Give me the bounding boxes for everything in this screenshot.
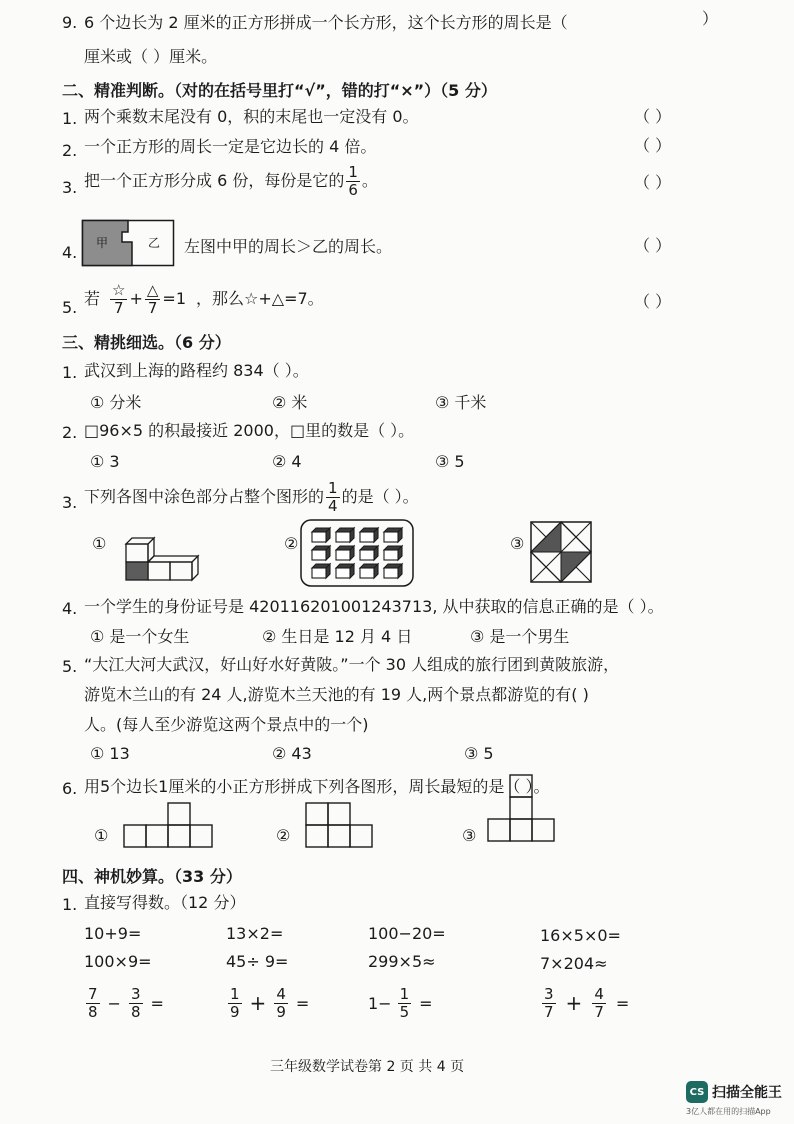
s3-q5-line2: 游览木兰山的有 24 人,游览木兰天池的有 19 人,两个景点都游览的有( ) [84, 685, 589, 704]
s2-item1-number: 1. [62, 109, 78, 128]
grid-cube-front [384, 550, 398, 560]
s3-q4-text: 一个学生的身份证号是 420116201001243713, 从中获取的信息正确的是（ ）。 [84, 597, 664, 616]
calc-r2-c1[interactable]: 100×9= [84, 952, 152, 971]
equals-sign: = [419, 993, 433, 1013]
plus-sign: + [249, 991, 267, 1015]
fraction-numerator: 4 [594, 984, 604, 1003]
s3-q3-number: 3. [62, 493, 78, 512]
figure-label-jia: 甲 [96, 236, 109, 250]
s3-q5-number: 5. [62, 657, 78, 676]
s3-q4-option-c[interactable]: ③ 是一个男生 [470, 627, 570, 646]
s3-q3-label-a[interactable]: ① [92, 534, 107, 553]
grid-cube-front [336, 568, 350, 578]
whole-minus: 1− [368, 993, 392, 1013]
s3-q1-option-b[interactable]: ② 米 [272, 393, 308, 412]
s3-q6-label-a[interactable]: ① [94, 826, 109, 845]
grid-cube-front [360, 568, 374, 578]
s2-item5-fraction-triangle [145, 282, 161, 317]
fraction-a [86, 986, 100, 1021]
plus-sign: + [565, 991, 583, 1015]
s3-q1-text: 武汉到上海的路程约 834（ ）。 [84, 361, 309, 380]
camscanner-logo-icon: CS [686, 1081, 708, 1103]
calc-r1-c1[interactable]: 10+9= [84, 924, 142, 943]
grid-cube-front [312, 550, 326, 560]
s3-q1-option-a[interactable]: ① 分米 [90, 393, 142, 412]
figure-label-yi: 乙 [148, 236, 161, 250]
s4-q1-text: 直接写得数。（12 分） [84, 893, 246, 912]
s3-q6-text: 用5个边长1厘米的小正方形拼成下列各图形，周长最短的是（ ）。 [84, 777, 550, 796]
s3-q2-option-a[interactable]: ① 3 [90, 452, 120, 471]
fraction-denominator: 7 [594, 1002, 604, 1021]
s2-item5-text-a: 若 [84, 289, 101, 308]
fraction-a [542, 986, 556, 1021]
s2-item4-number: 4. [62, 243, 78, 262]
equals-sign: = [295, 993, 310, 1013]
s3-q6-figure-b[interactable] [306, 802, 376, 848]
fraction-numerator: 1 [230, 984, 240, 1003]
s2-item4-text: 左图中甲的周长＞乙的周长。 [184, 237, 393, 256]
s2-item3-text-b: 。 [361, 171, 378, 190]
page-footer: 三年级数学试卷第 2 页 共 4 页 [270, 1059, 465, 1075]
fraction-denominator: 7 [113, 298, 124, 317]
calc-r2-c4[interactable]: 7×204≈ [540, 954, 608, 973]
s3-q6-number: 6. [62, 779, 78, 798]
s3-q4-option-a[interactable]: ① 是一个女生 [90, 627, 190, 646]
fraction-denominator: 9 [230, 1002, 240, 1021]
s2-item3-text [84, 160, 378, 202]
plus-sign: + [129, 289, 143, 308]
s3-q3-figure-b-grid[interactable] [300, 519, 416, 589]
fraction-b [274, 986, 288, 1021]
fraction-denominator: 9 [276, 1002, 286, 1021]
s3-q6-label-c[interactable]: ③ [462, 826, 477, 845]
s2-item5-fraction-star [110, 282, 127, 317]
s3-q2-number: 2. [62, 423, 78, 442]
fraction-numerator: △ [146, 280, 159, 299]
brand-subtitle: 3亿人都在用的扫描App [686, 1107, 771, 1116]
s3-q6-label-b[interactable]: ② [276, 826, 291, 845]
grid-cube-front [336, 550, 350, 560]
s3-q5-line3: 人。(每人至少游览这两个景点中的一个) [84, 715, 369, 734]
calc-r2-c3[interactable]: 299×5≈ [368, 952, 436, 971]
s2-item3-fraction [346, 164, 360, 199]
s3-q5-line1: “大江大河大武汉，好山好水好黄陂。”一个 30 人组成的旅行团到黄陂旅游， [84, 655, 620, 674]
s3-q3-figure-c-square[interactable] [530, 521, 592, 583]
s3-q3-label-b[interactable]: ② [284, 534, 299, 553]
brand-name: 扫描全能王 [712, 1085, 782, 1101]
fraction-b [592, 986, 606, 1021]
fraction-denominator: 6 [348, 180, 358, 199]
fraction-numerator: 1 [328, 478, 338, 497]
s3-q3-text-b: 的是（ ）。 [341, 487, 419, 506]
s3-q5-option-c[interactable]: ③ 5 [464, 744, 494, 763]
fraction-numerator: 4 [276, 984, 286, 1003]
fraction-numerator: 1 [348, 162, 358, 181]
grid-cube-front [360, 550, 374, 560]
s2-item5-text [84, 276, 324, 322]
fraction-b [398, 986, 412, 1021]
s3-q2-option-b[interactable]: ② 4 [272, 452, 302, 471]
q9-line1-end: ） [702, 9, 719, 28]
q9-line1: 6 个边长为 2 厘米的正方形拼成一个长方形，这个长方形的周长是（ [84, 13, 568, 32]
fraction-denominator: 7 [147, 298, 158, 317]
calc-r3-c2[interactable] [226, 978, 309, 1028]
calc-r3-c1[interactable] [84, 978, 164, 1028]
minus-sign: − [107, 993, 121, 1013]
calc-r1-c4[interactable]: 16×5×0= [540, 926, 621, 945]
s2-item4-figure [82, 220, 182, 270]
fraction-denominator: 4 [328, 496, 338, 515]
s2-item3-answer-paren[interactable]: （ ） [634, 173, 672, 192]
q9-line2: 厘米或（ ）厘米。 [84, 47, 218, 66]
fraction-denominator: 8 [88, 1002, 98, 1021]
fraction-numerator: 3 [544, 984, 554, 1003]
section-3-title: 三、精挑细选。（6 分） [62, 333, 231, 352]
fraction-a [228, 986, 242, 1021]
s3-q4-option-b[interactable]: ② 生日是 12 月 4 日 [262, 627, 413, 646]
grid-cube-front [336, 532, 350, 542]
s2-item5-text-b: ，那么☆+△=7。 [196, 289, 324, 308]
section-4-title: 四、神机妙算。（33 分） [62, 867, 242, 886]
grid-cube-front [360, 532, 374, 542]
s3-q5-option-b[interactable]: ② 43 [272, 744, 312, 763]
grid-cube-front [384, 532, 398, 542]
fraction-denominator: 8 [130, 1002, 141, 1021]
s3-q3-text [84, 474, 419, 520]
calc-r3-c3[interactable] [368, 978, 433, 1028]
section-2-title: 二、精准判断。（对的在括号里打“√”，错的打“×”）（5 分） [62, 81, 497, 100]
s2-item3-number: 3. [62, 178, 78, 197]
s3-q2-text: □96×5 的积最接近 2000，□里的数是（ ）。 [84, 421, 415, 440]
s3-q3-figure-a-cubes[interactable] [116, 522, 226, 582]
s2-item4-answer-paren[interactable]: （ ） [634, 236, 672, 255]
q9-number: 9. [62, 13, 78, 32]
equals-sign: = [615, 993, 630, 1013]
shaded-cube [126, 562, 148, 580]
s2-item3-text-a: 把一个正方形分成 6 份，每份是它的 [84, 171, 345, 190]
s3-q2-option-c[interactable]: ③ 5 [435, 452, 465, 471]
fraction-b [129, 986, 143, 1021]
calc-r1-c2[interactable]: 13×2= [226, 924, 284, 943]
s2-item2-text: 一个正方形的周长一定是它边长的 4 倍。 [84, 137, 377, 156]
s2-item5-number: 5. [62, 298, 78, 317]
s2-item1-answer-paren[interactable]: （ ） [634, 107, 672, 126]
fraction-numerator: ☆ [112, 280, 126, 299]
s2-item2-answer-paren[interactable]: （ ） [634, 136, 672, 155]
calc-r3-c4[interactable] [540, 978, 629, 1028]
s3-q6-figure-c[interactable] [488, 774, 548, 844]
s3-q1-number: 1. [62, 363, 78, 382]
equals-one: =1 [162, 289, 187, 308]
fraction-numerator: 1 [399, 984, 410, 1003]
calc-r2-c2[interactable]: 45÷ 9= [226, 952, 289, 971]
s3-q3-label-c[interactable]: ③ [510, 534, 525, 553]
s3-q4-number: 4. [62, 599, 78, 618]
grid-cube-front [312, 568, 326, 578]
s4-q1-number: 1. [62, 895, 78, 914]
fraction-denominator: 5 [399, 1002, 410, 1021]
equals-sign: = [150, 993, 164, 1013]
s3-q1-option-c[interactable]: ③ 千米 [435, 393, 487, 412]
fraction-denominator: 7 [544, 1002, 554, 1021]
grid-cube-front [312, 532, 326, 542]
fraction-numerator: 7 [88, 984, 98, 1003]
fraction-numerator: 3 [130, 984, 141, 1003]
s2-item1-text: 两个乘数末尾没有 0，积的末尾也一定没有 0。 [84, 107, 419, 126]
s3-q5-option-a[interactable]: ① 13 [90, 744, 130, 763]
s2-item2-number: 2. [62, 141, 78, 160]
s2-item5-answer-paren[interactable]: （ ） [634, 292, 672, 311]
s3-q3-fraction [326, 480, 340, 515]
s3-q6-figure-a[interactable] [124, 802, 224, 848]
calc-r1-c3[interactable]: 100−20= [368, 924, 446, 943]
s3-q3-text-a: 下列各图中涂色部分占整个图形的 [84, 487, 325, 506]
grid-cube-front [384, 568, 398, 578]
